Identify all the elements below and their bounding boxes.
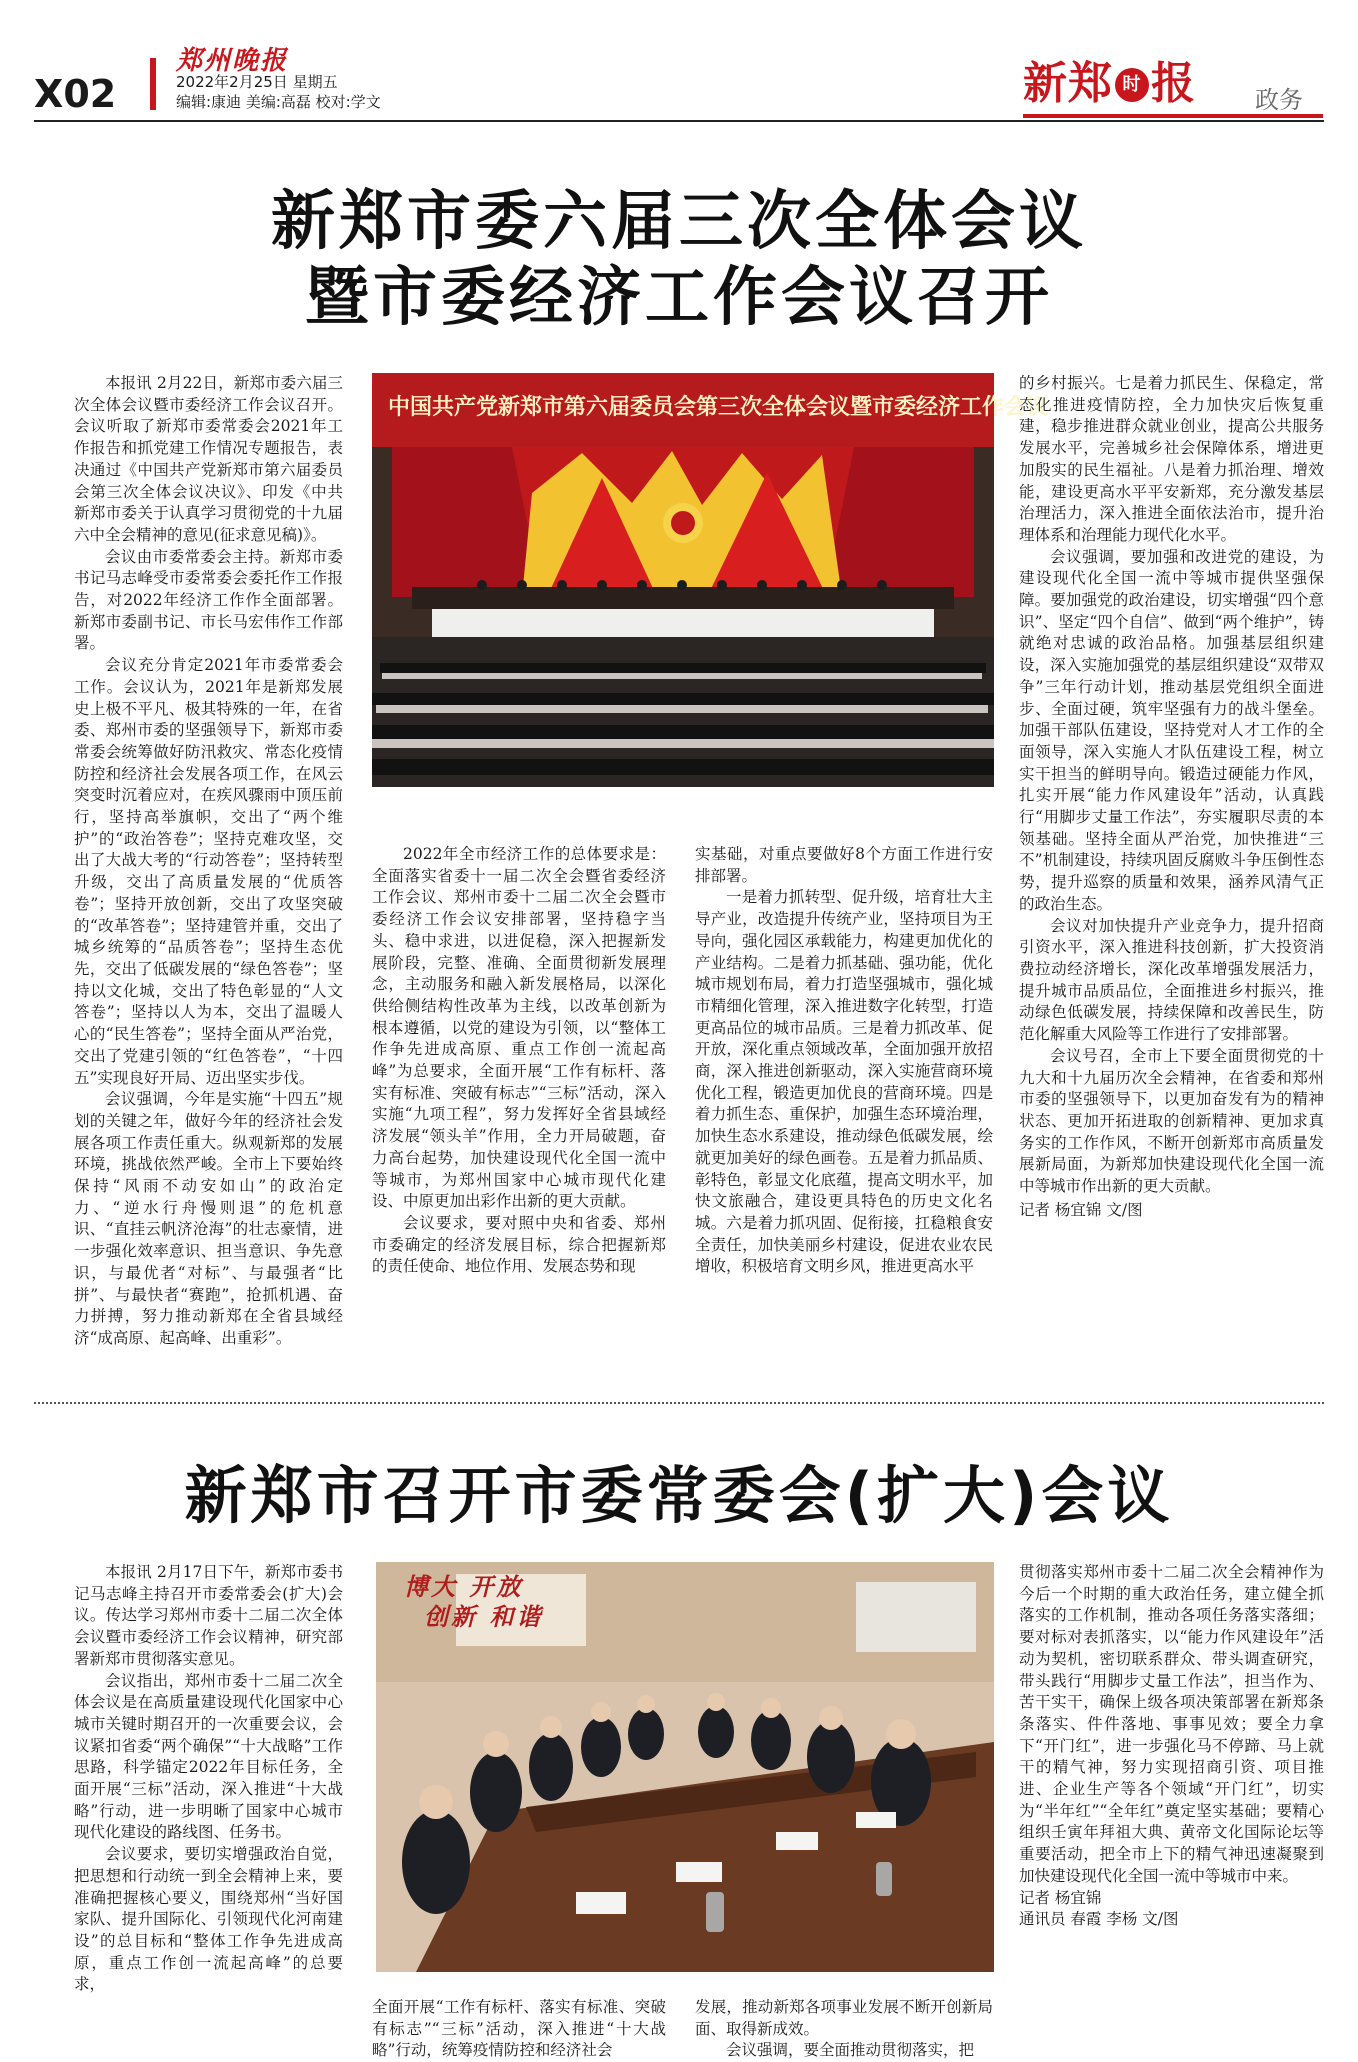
article1-byline: 记者 杨宜锦 文/图	[1019, 1200, 1143, 1219]
paragraph: 会议强调，今年是实施“十四五”规划的关键之年，做好今年的经济社会发展各项工作责任重大。纵观新郑的发展环境，挑战依然严峻。全市上下要始终保持“风雨不动安如山”的政治定力、“逆水行舟慢则退”的危机意识、“直挂云帆济沧海”的壮志豪情，进一步强化效率意识、担当意识、争先意识，与最优者“对标”、与最强者“比拼”、与最快者“赛跑”，抢抓机遇、奋力拼搏，努力推动新郑在全省县域经济“成高原、起高峰、出重彩”。	[74, 1090, 343, 1347]
paragraph: 会议由市委常委会主持。新郑市委书记马志峰受市委常委会委托作工作报告，对2022年经济工作作全面部署。新郑市委副书记、市长马宏伟作工作部署。	[74, 547, 343, 653]
brand-underline	[1023, 114, 1323, 118]
photo-banner-text: 中国共产党新郑市第六届委员会第三次全体会议暨市委经济工作会议	[388, 394, 1049, 420]
paragraph: 本报讯 2月22日，新郑市委六届三次全体会议暨市委经济工作会议召开。会议听取了新郑市委常委会2021年工作报告和抓党建工作情况专题报告，表决通过《中国共产党新郑市第六届委员会第三次全体会议决议》、印发《中共新郑市委关于认真学习贯彻党的十九届六中全会精神的意见(征求意见稿)》。	[74, 374, 343, 544]
slogan-line: 创新 和谐	[424, 1602, 544, 1631]
slogan-line: 博大 开放	[404, 1572, 524, 1601]
brand-right: 报	[1151, 58, 1196, 109]
article2-byline-correspondents: 通讯员 春霞 李杨 文/图	[1019, 1910, 1179, 1929]
brand-left: 新郑	[1023, 58, 1113, 109]
article1-col3	[695, 844, 993, 1278]
paragraph: 会议强调，要加强和改进党的建设，为建设现代化全国一流中等城市提供坚强保障。要加强党的政治建设，切实增强“四个意识”、坚定“四个自信”、做到“两个维护”，铸就绝对忠诚的政治品格。加强基层组织建设，深入实施加强党的基层组织建设“双带双争”三年行动计划，推动基层党组织全面进步、全面过硬，筑牢坚强有力的战斗堡垒。加强干部队伍建设，坚持党对人才工作的全面领导，深入实施人才队伍建设工程，树立实干担当的鲜明导向。锻造过硬能力作风，扎实开展“能力作风建设年”活动，认真践行“用脚步丈量工作法”，夯实履职尽责的本领基础。坚持全面从严治党，加快推进“三不”机制建设，持续巩固反腐败斗争压倒性态势，提升巡察的质量和效果，涵养风清气正的政治生态。	[1019, 547, 1324, 913]
paragraph: 会议要求，要切实增强政治自觉，把思想和行动统一到全会精神上来，要准确把握核心要义，围绕郑州“当好国家队、提升国际化、引领现代化河南建设”的总目标和“整体工作争先进成高原，重点工作创一流起高峰”的总要求，	[74, 1845, 343, 1994]
article-divider	[34, 1402, 1324, 1404]
article1-photo	[372, 373, 1049, 787]
article2-title: 新郑市召开市委常委会(扩大)会议	[184, 1459, 1174, 1532]
paragraph: 的乡村振兴。七是着力抓民生、保稳定，常态化推进疫情防控，全力加快灾后恢复重建，稳步推进群众就业创业，提高公共服务发展水平，完善城乡社会保障体系，增进更加殷实的民生福祉。八是着力抓治理、增效能，建设更高水平平安新郑，充分激发基层治理活力，深入推进全面依法治市，提升治理体系和治理能力现代化水平。	[1019, 374, 1324, 544]
editors-line: 编辑:康迪 美编:高磊 校对:学文	[176, 93, 381, 111]
article2-photo	[376, 1562, 994, 1972]
masthead-divider	[150, 58, 156, 110]
paragraph: 会议要求，要对照中央和省委、郑州市委确定的经济发展目标，综合把握新郑的责任使命、地位作用、发展态势和现	[372, 1213, 666, 1276]
article1-title-line1: 新郑市委六届三次全体会议	[271, 185, 1087, 259]
article1-col4	[1019, 373, 1324, 1221]
article2-col4	[1019, 1562, 1324, 1931]
section-brand	[1023, 58, 1196, 109]
article1-col2	[372, 844, 666, 1278]
paragraph: 实基础，对重点要做好8个方面工作进行安排部署。	[695, 845, 993, 885]
section-label: 政务	[1255, 86, 1303, 114]
conference-hall-image	[372, 373, 1049, 787]
paragraph: 会议充分肯定2021年市委常委会工作。会议认为，2021年是新郑发展史上极不平凡、极其特殊的一年，在省委、郑州市委的坚强领导下，新郑市委常委会统筹做好防汛救灾、常态化疫情防控和经济社会发展各项工作，在风云突变时沉着应对，在疾风骤雨中顶压前行，坚持高举旗帜，交出了“两个维护”的“政治答卷”；坚持克难攻坚，交出了大战大考的“行动答卷”；坚持转型升级，交出了高质量发展的“优质答卷”；坚持开放创新，交出了攻坚突破的“改革答卷”；坚持建管并重，交出了城乡统筹的“品质答卷”；坚持生态优先，交出了低碳发展的“绿色答卷”；坚持以文化城，交出了特色彰显的“人文答卷”；坚持以人为本，交出了温暖人心的“民生答卷”；坚持全面从严治党，交出了党建引领的“红色答卷”，“十四五”实现良好开局、迈出坚实步伐。	[74, 656, 343, 1087]
paragraph: 会议号召，全市上下要全面贯彻党的十九大和十九届历次全会精神，在省委和郑州市委的坚强领导下，以更加奋发有为的精神状态、更加开拓进取的创新精神、更加求真务实的工作作风，不断开创新郑市高质量发展新局面，为新郑加快建设现代化全国一流中等城市作出新的更大贡献。	[1019, 1046, 1324, 1196]
issue-meta	[176, 72, 381, 112]
header-rule	[34, 120, 1324, 122]
page-digits: 02	[63, 72, 117, 116]
paragraph: 会议指出，郑州市委十二届二次全体会议是在高质量建设现代化国家中心城市关键时期召开的一次重要会议，会议紧扣省委“两个确保”“十大战略”工作思路，科学锚定2022年目标任务，全面开展“三标”活动，深入推进“十大战略”行动，进一步明晰了国家中心城市现代化建设的路线图、任务书。	[74, 1671, 343, 1842]
article1-title-line2: 暨市委经济工作会议召开	[305, 261, 1053, 335]
article2-col3	[695, 1997, 993, 2062]
paragraph: 一是着力抓转型、促升级，培育壮大主导产业，改造提升传统产业，坚持项目为王导向，强化园区承载能力，构建更加优化的产业结构。二是着力抓基础、强功能，优化城市规划布局，着力打造坚强城市，强化城市精细化管理，深入推进数字化转型，打造更高品位的城市品质。三是着力抓改革、促开放，深化重点领域改革，全面加强开放招商，深入推进创新驱动，深入实施营商环境优化工程，锻造更加优良的营商环境。四是着力抓生态、重保护，加强生态环境治理，加快生态水系建设，推动绿色低碳发展，绘就更加美好的绿色画卷。五是着力抓品质、彰特色，彰显文化底蕴，提高文明水平，加快文旅融合，建设更具特色的历史文化名城。六是着力抓巩固、促衔接，扛稳粮食安全责任，加快美丽乡村建设，促进农业农民增收，积极培育文明乡风，推进更高水平	[695, 888, 993, 1276]
newspaper-logo: 郑州晚报	[176, 46, 289, 76]
page-number	[34, 58, 116, 116]
paragraph: 发展，推动新郑各项事业发展不断开创新局面、取得新成效。	[695, 1998, 993, 2038]
brand-dot: 时	[1115, 68, 1149, 102]
paragraph: 2022年全市经济工作的总体要求是：全面落实省委十一届二次全会暨省委经济工作会议、郑州市委十二届二次全会暨市委经济工作会议安排部署，坚持稳字当头、稳中求进，以进促稳，深入把握新发展阶段，完整、准确、全面贯彻新发展理念，主动服务和融入新发展格局，以深化供给侧结构性改革为主线，以改革创新为根本遵循，以党的建设为引领，以“整体工作争先进成高原、重点工作创一流起高峰”为总要求，全面开展“工作有标杆、落实有标准、突破有标志”“三标”活动，深入实施“九项工程”，努力发挥好全省县域经济发展“领头羊”作用，全力开局破题，奋力高台起势，加快建设现代化全国一流中等城市，为郑州国家中心城市现代化建设、中原更加出彩作出新的更大贡献。	[372, 845, 666, 1211]
photo-wall-slogan	[404, 1572, 543, 1632]
paragraph: 会议强调，要全面推动贯彻落实，把	[726, 2041, 975, 2060]
article1-col1	[74, 373, 343, 1350]
paragraph: 会议对加快提升产业竞争力，提升招商引资水平，深入推进科技创新，扩大投资消费拉动经济增长，深化改革增强发展活力，提升城市品质品位，全面推进乡村振兴，推动绿色低碳发展，持续保障和改善民生，防范化解重大风险等工作进行了安排部署。	[1019, 916, 1324, 1044]
issue-date: 2022年2月25日 星期五	[176, 73, 338, 91]
page-letter: X	[34, 72, 64, 116]
article2-col1	[74, 1562, 343, 1996]
paragraph: 本报讯 2月17日下午，新郑市委书记马志峰主持召开市委常委会(扩大)会议。传达学习郑州市委十二届二次全体会议暨市委经济工作会议精神，研究部署新郑市贯彻落实意见。	[74, 1563, 343, 1668]
paragraph: 全面开展“工作有标杆、落实有标准、突破有标志”“三标”活动，深入推进“十大战略”行动，统筹疫情防控和经济社会	[372, 1998, 666, 2060]
article2-col2	[372, 1997, 666, 2062]
paragraph: 贯彻落实郑州市委十二届二次全会精神作为今后一个时期的重大政治任务，建立健全抓落实的工作机制，推动各项任务落实落细；要对标对表抓落实，以“能力作风建设年”活动为契机，密切联系群众、带头调查研究，带头践行“用脚步丈量工作法”，担当作为、苦干实干，确保上级各项决策部署在新郑条条落实、件件落地、事事见效；要全力拿下“开门红”，进一步强化马不停蹄、马上就干的精气神，努力实现招商引资、项目推进、企业生产等各个领域“开门红”，切实为“半年红”“全年红”奠定坚实基础；要精心组织壬寅年拜祖大典、黄帝文化国际论坛等重要活动，把全市上下的精气神迅速凝聚到加快建设现代化全国一流中等城市中来。	[1019, 1563, 1324, 1885]
article2-byline-reporter: 记者 杨宜锦	[1019, 1888, 1102, 1907]
